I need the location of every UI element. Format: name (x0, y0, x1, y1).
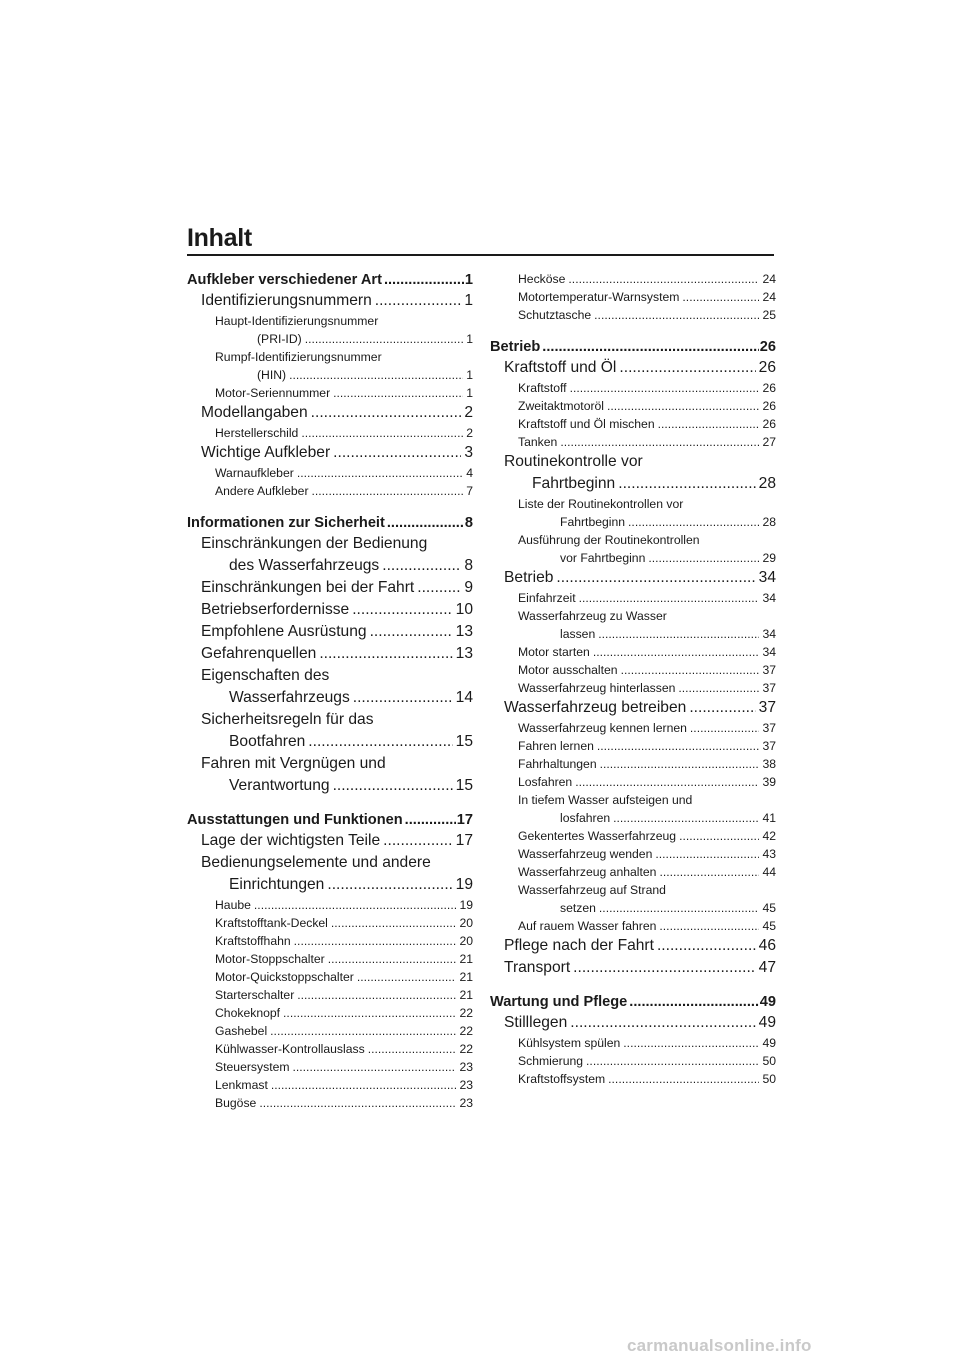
dot-leader (297, 464, 463, 482)
dot-leader (690, 719, 760, 737)
toc-entry-title: Schmierung (518, 1054, 584, 1068)
toc-entry[interactable] (187, 384, 473, 402)
toc-page-number: 28 (758, 475, 776, 492)
toc-page-number: 23 (459, 1096, 473, 1110)
page-title: Inhalt (187, 224, 252, 252)
toc-entry[interactable] (187, 402, 473, 424)
toc-entry-title: Verantwortung (229, 777, 330, 794)
dot-leader (579, 589, 760, 607)
toc-entry-title: Steuersystem (215, 1060, 290, 1074)
toc-entry[interactable] (490, 607, 776, 643)
toc-page-number: 41 (762, 811, 776, 825)
toc-entry-title-line: Bedienungselemente und andere (201, 854, 431, 871)
toc-entry-title: Herstellerschild (215, 426, 299, 440)
dot-leader (289, 366, 463, 384)
toc-entry-title: Wichtige Aufkleber (201, 444, 331, 461)
toc-entry[interactable] (187, 1022, 473, 1040)
toc-entry[interactable] (187, 830, 473, 852)
toc-section-heading[interactable] (490, 337, 776, 357)
toc-page-number: 46 (758, 937, 776, 954)
toc-page-number: 8 (464, 515, 473, 531)
toc-entry[interactable] (490, 397, 776, 415)
dot-leader (327, 874, 452, 896)
toc-page-number: 17 (456, 812, 473, 828)
toc-entry-title: Lage der wichtigsten Teile (201, 832, 381, 849)
toc-page-number: 45 (762, 919, 776, 933)
toc-entry-title: Kühlwasser-Kontrollauslass (215, 1042, 365, 1056)
toc-entry-title: Chokeknopf (215, 1006, 281, 1020)
toc-entry[interactable] (490, 679, 776, 697)
toc-entry[interactable] (187, 1004, 473, 1022)
toc-entry-title: Wartung und Pflege (490, 994, 628, 1010)
toc-entry[interactable] (187, 290, 473, 312)
dot-leader (575, 773, 759, 791)
toc-entry-title: Hecköse (518, 272, 566, 286)
toc-entry[interactable] (187, 312, 473, 348)
toc-page-number: 37 (762, 681, 776, 695)
toc-entry[interactable] (490, 531, 776, 567)
toc-entry[interactable] (187, 621, 473, 643)
toc-entry-title: Kraftstoff und Öl (504, 359, 617, 376)
toc-page-number: 25 (762, 308, 776, 322)
toc-entry-title: Zweitaktmotoröl (518, 399, 605, 413)
dot-leader (623, 1034, 759, 1052)
toc-page-number: 37 (762, 663, 776, 677)
toc-page-number: 49 (758, 1014, 776, 1031)
toc-entry[interactable] (490, 495, 776, 531)
toc-entry-title: Gekentertes Wasserfahrzeug (518, 829, 677, 843)
toc-page-number: 49 (762, 1036, 776, 1050)
dot-leader (628, 513, 759, 531)
dot-leader (600, 755, 760, 773)
toc-entry-title-line: Eigenschaften des (201, 667, 330, 684)
toc-page-number: 44 (762, 865, 776, 879)
toc-page-number: 37 (762, 739, 776, 753)
toc-page-number: 38 (762, 757, 776, 771)
toc-entry-title: Einschränkungen bei der Fahrt (201, 579, 415, 596)
toc-entry[interactable] (490, 935, 776, 957)
toc-entry[interactable] (490, 1052, 776, 1070)
toc-entry-title: (HIN) (257, 368, 287, 382)
toc-page-number: 13 (455, 623, 473, 640)
toc-entry[interactable] (490, 661, 776, 679)
toc-page-number: 26 (762, 381, 776, 395)
dot-leader (384, 270, 464, 290)
dot-leader (331, 914, 457, 932)
dot-leader (283, 1004, 456, 1022)
dot-leader (659, 863, 759, 881)
toc-entry[interactable] (490, 737, 776, 755)
dot-leader (573, 957, 755, 979)
dot-leader (597, 737, 760, 755)
dot-leader (560, 433, 759, 451)
toc-entry-title: Informationen zur Sicherheit (187, 515, 385, 531)
dot-leader (621, 661, 760, 679)
toc-entry[interactable] (187, 482, 473, 500)
toc-entry[interactable] (490, 917, 776, 935)
toc-entry-title: Kraftstoffsystem (518, 1072, 606, 1086)
dot-leader (294, 932, 457, 950)
toc-entry-title: Kraftstoffhahn (215, 934, 291, 948)
toc-page-number: 20 (459, 934, 473, 948)
toc-entry[interactable] (187, 577, 473, 599)
dot-leader (387, 513, 464, 533)
toc-entry[interactable] (187, 643, 473, 665)
toc-entry[interactable] (187, 950, 473, 968)
dot-leader (659, 917, 759, 935)
dot-leader (270, 1022, 456, 1040)
toc-entry[interactable] (490, 827, 776, 845)
toc-entry[interactable] (187, 348, 473, 384)
toc-page-number: 34 (762, 645, 776, 659)
toc-entry-title-line: Fahren mit Vergnügen und (201, 755, 386, 772)
toc-section-heading[interactable] (187, 513, 473, 533)
toc-page-number: 21 (459, 952, 473, 966)
dot-leader (305, 330, 464, 348)
toc-page-number: 2 (466, 426, 473, 440)
toc-entry-title-line: Routinekontrolle vor (504, 453, 643, 470)
toc-page-number: 23 (459, 1060, 473, 1074)
dot-leader (254, 896, 457, 914)
toc-page-number: 13 (455, 645, 473, 662)
toc-entry-title: Motortemperatur-Warnsystem (518, 290, 680, 304)
toc-entry-title: Betriebserfordernisse (201, 601, 350, 618)
toc-page-number: 29 (762, 551, 776, 565)
toc-entry[interactable] (490, 433, 776, 451)
toc-column-left (187, 270, 473, 1112)
toc-page-number: 22 (459, 1042, 473, 1056)
toc-page-number: 2 (464, 404, 473, 421)
toc-page-number: 47 (758, 959, 776, 976)
toc-entry-title-line: Sicherheitsregeln für das (201, 711, 374, 728)
toc-entry[interactable] (187, 968, 473, 986)
toc-page-number: 15 (455, 777, 473, 794)
toc-entry-title: Betrieb (490, 339, 541, 355)
toc-entry-title: Motor starten (518, 645, 590, 659)
toc-page-number: 24 (762, 290, 776, 304)
toc-entry-title: lassen (560, 627, 596, 641)
dot-leader (679, 827, 759, 845)
dot-leader (678, 679, 759, 697)
dot-leader (308, 731, 452, 753)
dot-leader (598, 625, 759, 643)
toc-entry-title: Bugöse (215, 1096, 257, 1110)
toc-page-number: 50 (762, 1072, 776, 1086)
toc-entry-title: losfahren (560, 811, 611, 825)
dot-leader (297, 986, 456, 1004)
toc-entry[interactable] (490, 773, 776, 791)
dot-leader (417, 577, 461, 599)
dot-leader (357, 968, 457, 986)
toc-entry-title-line: In tiefem Wasser aufsteigen und (518, 793, 693, 807)
toc-page-number: 20 (459, 916, 473, 930)
dot-leader (328, 950, 457, 968)
toc-entry[interactable] (187, 914, 473, 932)
toc-page-number: 22 (459, 1006, 473, 1020)
toc-entry-title: Lenkmast (215, 1078, 268, 1092)
toc-page-number: 7 (466, 484, 473, 498)
toc-entry-title-line: Wasserfahrzeug auf Strand (518, 883, 666, 897)
toc-page-number: 23 (459, 1078, 473, 1092)
toc-entry-title: Wasserfahrzeug hinterlassen (518, 681, 676, 695)
toc-page-number: 3 (464, 444, 473, 461)
toc-entry-title: Wasserfahrzeugs (229, 689, 350, 706)
toc-page-number: 17 (455, 832, 473, 849)
dot-leader (542, 337, 758, 357)
toc-entry-title: Tanken (518, 435, 558, 449)
dot-leader (629, 992, 758, 1012)
toc-entry-title: Einrichtungen (229, 876, 325, 893)
dot-leader (352, 599, 452, 621)
dot-leader (658, 415, 760, 433)
toc-entry[interactable] (187, 753, 473, 797)
dot-leader (570, 1012, 755, 1034)
toc-entry[interactable] (490, 1034, 776, 1052)
toc-page-number: 15 (455, 733, 473, 750)
toc-entry[interactable] (490, 357, 776, 379)
dot-leader (259, 1094, 456, 1112)
dot-leader (655, 845, 759, 863)
toc-entry[interactable] (490, 589, 776, 607)
toc-page-number: 9 (464, 579, 473, 596)
toc-entry-title-line: Ausführung der Routinekontrollen (518, 533, 700, 547)
dot-leader (657, 935, 756, 957)
toc-entry-title: vor Fahrtbeginn (560, 551, 646, 565)
toc-entry[interactable] (187, 1040, 473, 1058)
toc-column-right (490, 270, 776, 1088)
toc-page-number: 1 (466, 386, 473, 400)
toc-page-number: 1 (466, 332, 473, 346)
toc-entry[interactable] (187, 464, 473, 482)
dot-leader (618, 473, 755, 495)
toc-entry-title: Kraftstoff (518, 381, 567, 395)
dot-leader (648, 549, 759, 567)
dot-leader (619, 357, 755, 379)
toc-entry[interactable] (187, 932, 473, 950)
dot-leader (568, 270, 759, 288)
toc-entry[interactable] (187, 533, 473, 577)
toc-page-number: 1 (466, 368, 473, 382)
toc-entry[interactable] (490, 415, 776, 433)
toc-page-number: 24 (762, 272, 776, 286)
toc-entry-title: Losfahren (518, 775, 573, 789)
toc-entry-title-line: Rumpf-Identifizierungsnummer (215, 350, 382, 364)
title-rule (187, 254, 774, 256)
toc-page-number: 22 (459, 1024, 473, 1038)
dot-leader (570, 379, 760, 397)
toc-entry[interactable] (490, 567, 776, 589)
toc-page-number: 50 (762, 1054, 776, 1068)
toc-page-number: 8 (464, 557, 473, 574)
toc-entry[interactable] (187, 1058, 473, 1076)
dot-leader (333, 442, 461, 464)
dot-leader (368, 1040, 457, 1058)
toc-page-number: 37 (762, 721, 776, 735)
toc-page-number: 39 (762, 775, 776, 789)
dot-leader (375, 290, 462, 312)
toc-entry-title: Modellangaben (201, 404, 308, 421)
dot-leader (353, 687, 453, 709)
toc-page-number: 42 (762, 829, 776, 843)
toc-page-number: 4 (466, 466, 473, 480)
dot-leader (319, 643, 452, 665)
toc-page-number: 49 (759, 994, 776, 1010)
toc-entry[interactable] (490, 1070, 776, 1088)
toc-entry[interactable] (490, 957, 776, 979)
toc-page-number: 10 (455, 601, 473, 618)
toc-entry-title: Kühlsystem spülen (518, 1036, 621, 1050)
toc-page-number: 45 (762, 901, 776, 915)
dot-leader (293, 1058, 457, 1076)
toc-page-number: 1 (464, 272, 473, 288)
toc-page-number: 26 (762, 399, 776, 413)
toc-page-number: 26 (762, 417, 776, 431)
dot-leader (301, 424, 463, 442)
toc-section-heading[interactable] (490, 992, 776, 1012)
toc-entry-title: Betrieb (504, 569, 554, 586)
toc-page-number: 26 (758, 359, 776, 376)
toc-entry-title: Wasserfahrzeug anhalten (518, 865, 657, 879)
toc-entry-title: Bootfahren (229, 733, 306, 750)
toc-entry-title: Fahrhaltungen (518, 757, 597, 771)
dot-leader (607, 397, 759, 415)
dot-leader (311, 402, 462, 424)
toc-entry[interactable] (187, 665, 473, 709)
toc-entry[interactable] (490, 306, 776, 324)
dot-leader (383, 830, 452, 852)
toc-entry-title: Identifizierungsnummern (201, 292, 372, 309)
toc-entry[interactable] (490, 697, 776, 719)
toc-entry-title: Auf rauem Wasser fahren (518, 919, 657, 933)
toc-entry[interactable] (490, 863, 776, 881)
toc-page-number: 21 (459, 988, 473, 1002)
toc-page-number: 28 (762, 515, 776, 529)
toc-entry-title: Motor-Quickstoppschalter (215, 970, 354, 984)
toc-entry-title: Motor-Stoppschalter (215, 952, 325, 966)
toc-entry[interactable] (187, 852, 473, 896)
toc-entry[interactable] (187, 442, 473, 464)
dot-leader (599, 899, 760, 917)
toc-entry-title: Pflege nach der Fahrt (504, 937, 654, 954)
toc-entry[interactable] (187, 424, 473, 442)
dot-leader (382, 555, 461, 577)
toc-entry-title: Gashebel (215, 1024, 268, 1038)
toc-page-number: 43 (762, 847, 776, 861)
toc-entry[interactable] (187, 896, 473, 914)
toc-entry[interactable] (490, 1012, 776, 1034)
toc-entry-title: setzen (560, 901, 596, 915)
toc-entry[interactable] (490, 755, 776, 773)
toc-entry[interactable] (490, 791, 776, 827)
toc-entry[interactable] (490, 270, 776, 288)
toc-page-number: 14 (455, 689, 473, 706)
toc-entry-title-line: Einschränkungen der Bedienung (201, 535, 428, 552)
dot-leader (682, 288, 759, 306)
toc-entry-title: Motor-Seriennummer (215, 386, 331, 400)
toc-entry-title: Wasserfahrzeug kennen lernen (518, 721, 687, 735)
toc-entry-title: Schutztasche (518, 308, 592, 322)
dot-leader (689, 697, 755, 719)
dot-leader (312, 482, 464, 500)
toc-entry-title: Wasserfahrzeug betreiben (504, 699, 687, 716)
toc-entry[interactable] (490, 643, 776, 661)
toc-entry-title: Fahren lernen (518, 739, 594, 753)
toc-page-number: 34 (762, 627, 776, 641)
toc-entry-title: Transport (504, 959, 571, 976)
toc-entry-title: Stilllegen (504, 1014, 568, 1031)
dot-leader (370, 621, 453, 643)
toc-entry[interactable] (187, 986, 473, 1004)
toc-entry-title: Ausstattungen und Funktionen (187, 812, 403, 828)
dot-leader (333, 384, 463, 402)
toc-entry[interactable] (490, 379, 776, 397)
toc-page-number: 21 (459, 970, 473, 984)
toc-entry-title: Starterschalter (215, 988, 295, 1002)
dot-leader (586, 1052, 759, 1070)
toc-entry[interactable] (490, 451, 776, 495)
toc-entry[interactable] (187, 599, 473, 621)
toc-entry[interactable] (490, 881, 776, 917)
toc-entry-title: Warnaufkleber (215, 466, 294, 480)
dot-leader (556, 567, 755, 589)
dot-leader (613, 809, 759, 827)
toc-entry[interactable] (490, 288, 776, 306)
dot-leader (594, 306, 759, 324)
toc-page-number: 19 (459, 898, 473, 912)
toc-page-number: 34 (762, 591, 776, 605)
toc-page-number: 27 (762, 435, 776, 449)
toc-entry[interactable] (187, 1094, 473, 1112)
dot-leader (333, 775, 453, 797)
toc-entry-title: Kraftstofftank-Deckel (215, 916, 328, 930)
watermark-text: carmanualsonline.info (627, 1336, 812, 1355)
toc-entry-title: Motor ausschalten (518, 663, 618, 677)
dot-leader (593, 643, 760, 661)
toc-entry[interactable] (187, 1076, 473, 1094)
toc-entry-title: Wasserfahrzeug wenden (518, 847, 653, 861)
toc-section-heading[interactable] (187, 270, 473, 290)
toc-entry-title: Andere Aufkleber (215, 484, 309, 498)
toc-entry[interactable] (490, 719, 776, 737)
toc-page-number: 19 (455, 876, 473, 893)
toc-entry-title: Kraftstoff und Öl mischen (518, 417, 655, 431)
toc-section-heading[interactable] (187, 810, 473, 830)
toc-entry-title: (PRI-ID) (257, 332, 302, 346)
dot-leader (405, 810, 456, 830)
toc-page-number: 1 (464, 292, 473, 309)
dot-leader (608, 1070, 759, 1088)
toc-page-number: 26 (759, 339, 776, 355)
toc-entry-title-line: Liste der Routinekontrollen vor (518, 497, 684, 511)
toc-entry[interactable] (490, 845, 776, 863)
toc-entry-title: des Wasserfahrzeugs (229, 557, 380, 574)
dot-leader (271, 1076, 457, 1094)
toc-entry-title: Aufkleber verschiedener Art (187, 272, 382, 288)
toc-entry-title: Einfahrzeit (518, 591, 576, 605)
toc-entry-title-line: Haupt-Identifizierungsnummer (215, 314, 379, 328)
toc-entry-title-line: Wasserfahrzeug zu Wasser (518, 609, 667, 623)
toc-entry-title: Gefahrenquellen (201, 645, 317, 662)
toc-page-number: 34 (758, 569, 776, 586)
toc-entry-title: Fahrtbeginn (560, 515, 626, 529)
toc-entry[interactable] (187, 709, 473, 753)
toc-entry-title: Empfohlene Ausrüstung (201, 623, 367, 640)
toc-entry-title: Fahrtbeginn (532, 475, 616, 492)
toc-entry-title: Haube (215, 898, 251, 912)
toc-page-number: 37 (758, 699, 776, 716)
